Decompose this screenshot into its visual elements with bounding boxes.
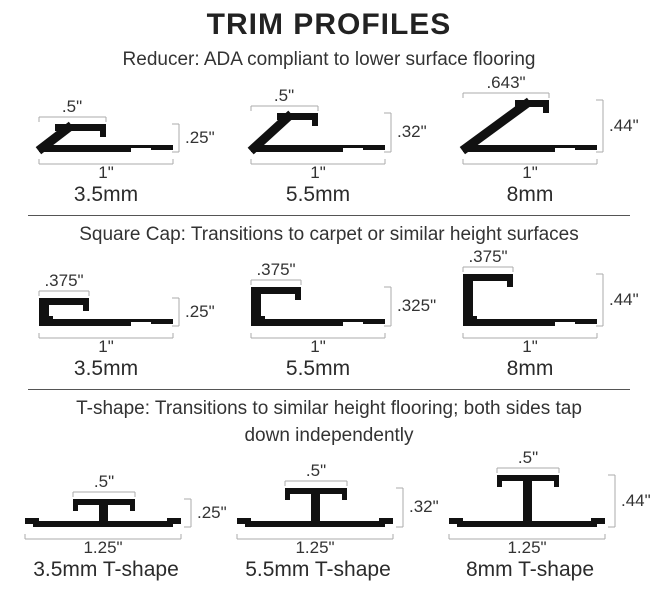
bottom-dimension-label: 1.25" [295,538,335,558]
size-label: 3.5mm [73,182,139,206]
bottom-dimension-label: 1.25" [507,538,547,558]
right-dimension-label: .25" [197,503,227,523]
t-shape-row [0,448,658,582]
bottom-dimension-label: 1" [98,337,114,357]
section-heading-t-shape: T-shape: Transitions to similar height flooring; both sides tap down independently [76,398,582,446]
profile-card-reducer-8mm [435,72,647,207]
size-label: 5.5mm T-shape [245,558,391,582]
bottom-dimension-label: 1" [310,162,326,182]
bottom-dimension-label: 1" [98,162,114,182]
top-dimension-label: .5" [517,448,539,468]
reducer-3-5mm-diagram [11,76,223,182]
profile-card-t-shape-5-5mm [223,451,439,582]
right-dimension-label: .44" [609,290,639,310]
right-dimension-label: .25" [185,127,215,147]
right-dimension-label: .32" [397,121,427,141]
size-label: 3.5mm [73,357,139,381]
right-dimension-label: .325" [397,296,437,316]
profile-card-square-cap-5-5mm [223,250,435,381]
top-dimension-label: .5" [61,96,83,116]
profile-card-reducer-5-5mm [223,76,435,207]
top-dimension-label: .5" [93,472,115,492]
reducer-row [0,72,658,207]
top-dimension-label: .5" [273,85,295,105]
t-shape-3-5mm-diagram [11,451,227,558]
right-dimension-label: .44" [609,115,639,135]
top-dimension-label: .5" [305,461,327,481]
right-dimension-label: .25" [185,302,215,322]
size-label: 8mm T-shape [466,558,594,582]
square-cap-8mm-diagram [435,247,647,357]
section-divider [28,215,630,216]
square-cap-5-5mm-diagram [223,250,435,356]
bottom-dimension-label: 1.25" [83,538,123,558]
size-label: 5.5mm [285,357,351,381]
section-heading-reducer: Reducer: ADA compliant to lower surface flooring [122,49,536,70]
profile-card-square-cap-3-5mm [11,250,223,381]
size-label: 8mm [506,357,554,381]
profile-card-t-shape-3-5mm [11,451,227,582]
bottom-dimension-label: 1" [310,337,326,357]
square-cap-row [0,247,658,381]
size-label: 3.5mm T-shape [33,558,179,582]
profile-card-square-cap-8mm [435,247,647,381]
reducer-8mm-diagram [435,72,647,182]
reducer-5-5mm-diagram [223,76,435,182]
top-dimension-label: .375" [468,247,508,267]
profile-card-t-shape-8mm [435,448,651,582]
page-title: TRIM PROFILES [206,8,452,41]
bottom-dimension-label: 1" [522,337,538,357]
size-label: 8mm [506,182,554,206]
right-dimension-label: .44" [621,491,651,511]
section-divider [28,389,630,390]
top-dimension-label: .375" [44,271,84,291]
size-label: 5.5mm [285,182,351,206]
t-shape-5-5mm-diagram [223,451,439,558]
t-shape-8mm-diagram [435,448,651,558]
square-cap-3-5mm-diagram [11,250,223,356]
profile-card-reducer-3-5mm [11,76,223,207]
right-dimension-label: .32" [409,497,439,517]
section-heading-square-cap: Square Cap: Transitions to carpet or similar height surfaces [79,223,579,245]
bottom-dimension-label: 1" [522,162,538,182]
top-dimension-label: .643" [486,72,526,92]
top-dimension-label: .375" [256,260,296,280]
